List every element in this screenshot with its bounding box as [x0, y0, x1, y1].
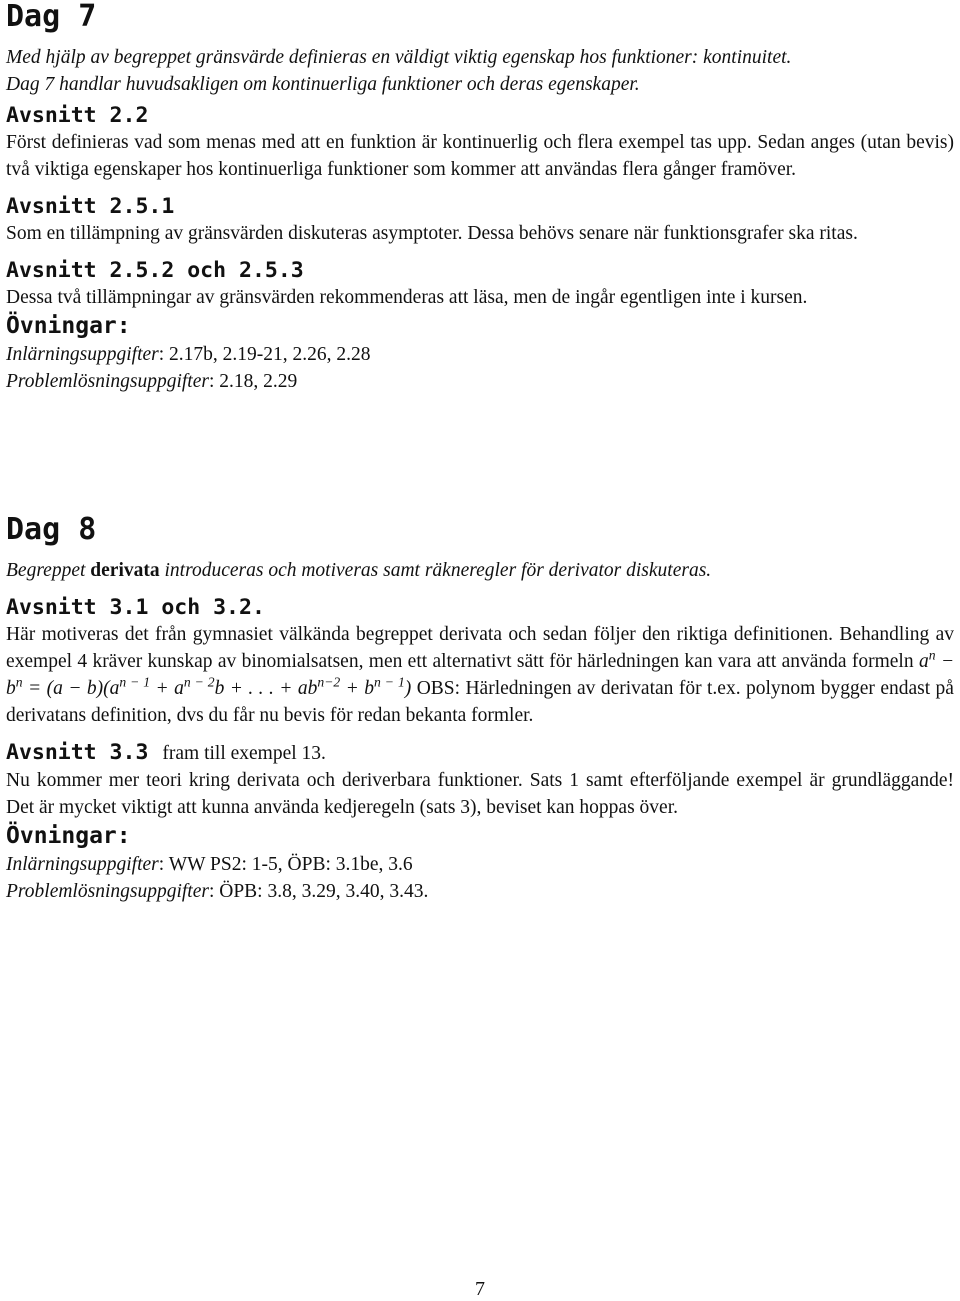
day7-section-2-2-text: Först definieras vad som menas med att en funktion är kontinuerlig och flera exempel tas upp. Sedan anges (utan bevis) två viktiga egenskaper hos kontinuerliga funktioner som kommer att användas flera gånger framöver.	[6, 132, 954, 180]
day8-section-3-1-text	[6, 621, 954, 729]
day8-exercises-problem	[6, 878, 954, 905]
day8-title: Dag 8	[6, 512, 97, 547]
day7-problem-value: : 2.18, 2.29	[208, 371, 298, 392]
day8-learning-value: : WW PS2: 1-5, ÖPB: 3.1be, 3.6	[158, 854, 413, 875]
day7-problem-label: Problemlösningsuppgifter	[6, 371, 209, 392]
day7-title: Dag 7	[6, 0, 97, 34]
day7-intro	[6, 44, 954, 98]
day7-intro-line2: Dag 7 handlar huvudsakligen om kontinuerliga funktioner och deras egenskaper.	[6, 74, 640, 95]
day8-intro-bold: derivata	[90, 560, 160, 581]
day7-section-2-2-heading: Avsnitt 2.2	[6, 103, 149, 128]
day8-section-3-1-text-a: Här motiveras det från gymnasiet välkända begreppet derivata och sedan följer den riktiga definitionen. Behandling av exempel 4 kräver kunskap av binomialsatsen, men ett alternativt sätt för härledningen kan vara att använda formeln	[6, 624, 954, 672]
day7-intro-line1: Med hjälp av begreppet gränsvärde definieras en väldigt viktig egenskap hos funktioner: kontinuitet.	[6, 47, 792, 68]
day8-intro	[6, 557, 954, 584]
day8-section-3-3-tail: fram till exempel 13.	[162, 743, 326, 764]
day8-learning-label: Inlärningsuppgifter	[6, 854, 159, 875]
day7-learning-label: Inlärningsuppgifter	[6, 344, 159, 365]
day7-section-2-5-1-text: Som en tillämpning av gränsvärden diskuteras asymptoter. Dessa behövs senare när funktionsgrafer ska ritas.	[6, 223, 858, 244]
day8-section-3-3-text: Nu kommer mer teori kring derivata och deriverbara funktioner. Sats 1 samt efterföljande exempel är grundläggande! Det är mycket viktigt att kunna använda kedjeregeln (sats 3), beviset kan hoppas över.	[6, 770, 954, 818]
day7-learning-value: : 2.17b, 2.19-21, 2.26, 2.28	[158, 344, 371, 365]
day8-problem-value: : ÖPB: 3.8, 3.29, 3.40, 3.43.	[208, 881, 429, 902]
day8-intro-b: introduceras och motiveras samt räkneregler för derivator diskuteras.	[159, 560, 712, 581]
day7-section-2-5-2-heading: Avsnitt 2.5.2 och 2.5.3	[6, 258, 304, 283]
day7-exercises-heading: Övningar:	[6, 313, 131, 339]
day7-section-2-5-1-heading: Avsnitt 2.5.1	[6, 194, 175, 219]
day7-exercises-learning	[6, 341, 954, 368]
binomial-formula: $a^n - b^n = (a - b)(a^{n - 1} + a^{n - 2}b$ + . . . + $ab^{n-2} + b^{n - 1}$)	[6, 647, 954, 699]
day8-intro-a: Begreppet	[6, 560, 91, 581]
day8-problem-label: Problemlösningsuppgifter	[6, 881, 209, 902]
day8-section-3-3-heading	[6, 739, 954, 767]
page-number: 7	[475, 1278, 485, 1300]
day7-section-2-5-2-text: Dessa två tillämpningar av gränsvärden rekommenderas att läsa, men de ingår egentligen inte i kursen.	[6, 287, 808, 308]
day8-exercises-learning	[6, 851, 954, 878]
day8-section-3-1-text-b: OBS: Härledningen av derivatan för t.ex. polynom bygger endast på derivatans definition, dvs du får nu bevis för redan bekanta formler.	[6, 678, 954, 726]
day8-section-3-3-title: Avsnitt 3.3	[6, 740, 149, 765]
day8-exercises-heading: Övningar:	[6, 823, 131, 849]
day8-section-3-1-heading: Avsnitt 3.1 och 3.2.	[6, 595, 265, 620]
day7-exercises-problem	[6, 368, 954, 395]
